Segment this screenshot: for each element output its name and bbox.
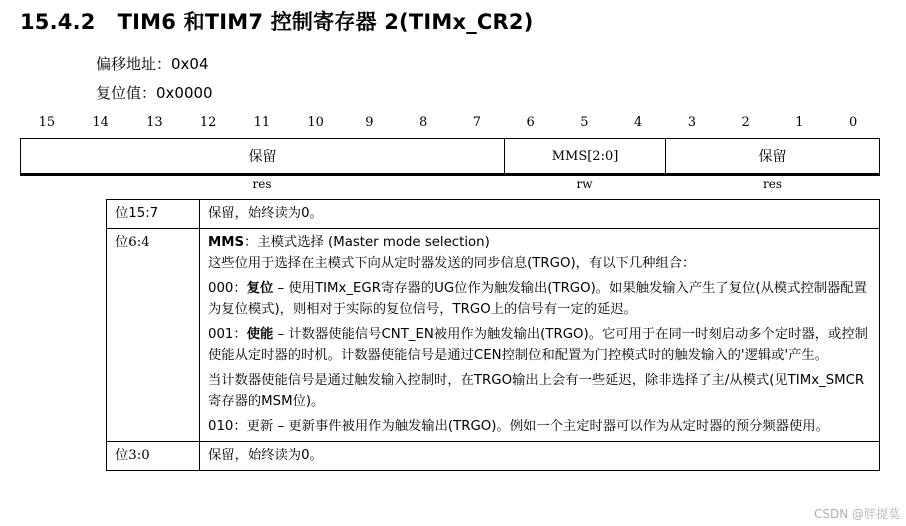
mms-option-001: 001：使能 – 计数器使能信号CNT_EN被用作为触发输出(TRGO)。它可用于在同一时刻启动多个定时器，或控制使能从定时器的时机。计数器使能信号是通过CEN控制位和配置为门控模式时的触发输入的'逻辑或'产生。 <box>208 327 868 363</box>
mms-option-000: 000：复位 – 使用TIMx_EGR寄存器的UG位作为触发输出(TRGO)。如果触发输入产生了复位(从模式控制器配置为复位模式)，则相对于实际的复位信号，TRGO上的信号有一定的延迟。 <box>208 281 867 317</box>
bit-description-table <box>106 199 880 471</box>
watermark: CSDN @胖提莫 <box>813 507 900 521</box>
table-row <box>107 442 880 471</box>
register-bit-layout <box>20 138 880 174</box>
bit-number: 3 <box>687 115 697 130</box>
bit-number: 1 <box>795 115 804 130</box>
table-row <box>107 200 880 229</box>
bit-number: 7 <box>472 115 482 130</box>
bit-number: 11 <box>253 115 271 130</box>
bit-number: 14 <box>92 115 109 130</box>
table-row <box>107 229 880 442</box>
field-mms: MMS[2:0] <box>505 139 666 173</box>
bit-range-cell: 位6:4 <box>107 229 200 442</box>
bit-number: 13 <box>146 115 163 130</box>
field-reserved-low: 保留 <box>666 139 879 173</box>
bit-number: 5 <box>580 115 589 130</box>
field-reserved-high: 保留 <box>21 139 505 173</box>
bit-number: 15 <box>38 115 56 130</box>
bit-number: 2 <box>741 115 750 130</box>
reset-value: 复位值：0x0000 <box>96 84 213 102</box>
access-type: res <box>763 177 782 191</box>
bit-number: 4 <box>633 115 643 130</box>
bit-number: 12 <box>199 115 217 130</box>
bit-range-cell: 位15:7 <box>107 200 200 229</box>
offset-address: 偏移地址：0x04 <box>96 55 209 73</box>
bit-number: 0 <box>848 115 858 130</box>
access-type: res <box>252 177 272 191</box>
section-title <box>20 6 534 36</box>
mms-intro: 这些位用于选择在主模式下向从定时器发送的同步信息(TRGO)，有以下几种组合： <box>208 256 696 271</box>
bit-number: 8 <box>418 115 428 130</box>
description-cell: 保留，始终读为0。 <box>200 442 880 471</box>
description-cell <box>200 229 880 442</box>
access-type: rw <box>576 177 593 191</box>
section-number: 15.4.2 <box>20 10 96 34</box>
bit-number: 9 <box>365 115 374 130</box>
bit-range-cell: 位3:0 <box>107 442 200 471</box>
description-cell: 保留，始终读为0。 <box>200 200 880 229</box>
mms-note: 当计数器使能信号是通过触发输入控制时，在TRGO输出上会有一些延迟，除非选择了主/从模式(见TIMx_SMCR寄存器的MSM位)。 <box>208 373 865 409</box>
mms-option-010: 010：更新 – 更新事件被用作为触发输出(TRGO)。例如一个主定时器可以作为从定时器的预分频器使用。 <box>208 419 829 434</box>
mms-heading: MMS：主模式选择 (Master mode selection) <box>208 235 490 250</box>
bit-number: 6 <box>526 115 535 130</box>
bit-number: 10 <box>307 115 324 130</box>
section-title-text: TIM6 和TIM7 控制寄存器 2(TIMx_CR2) <box>117 10 534 34</box>
bit-number-row <box>20 115 880 133</box>
